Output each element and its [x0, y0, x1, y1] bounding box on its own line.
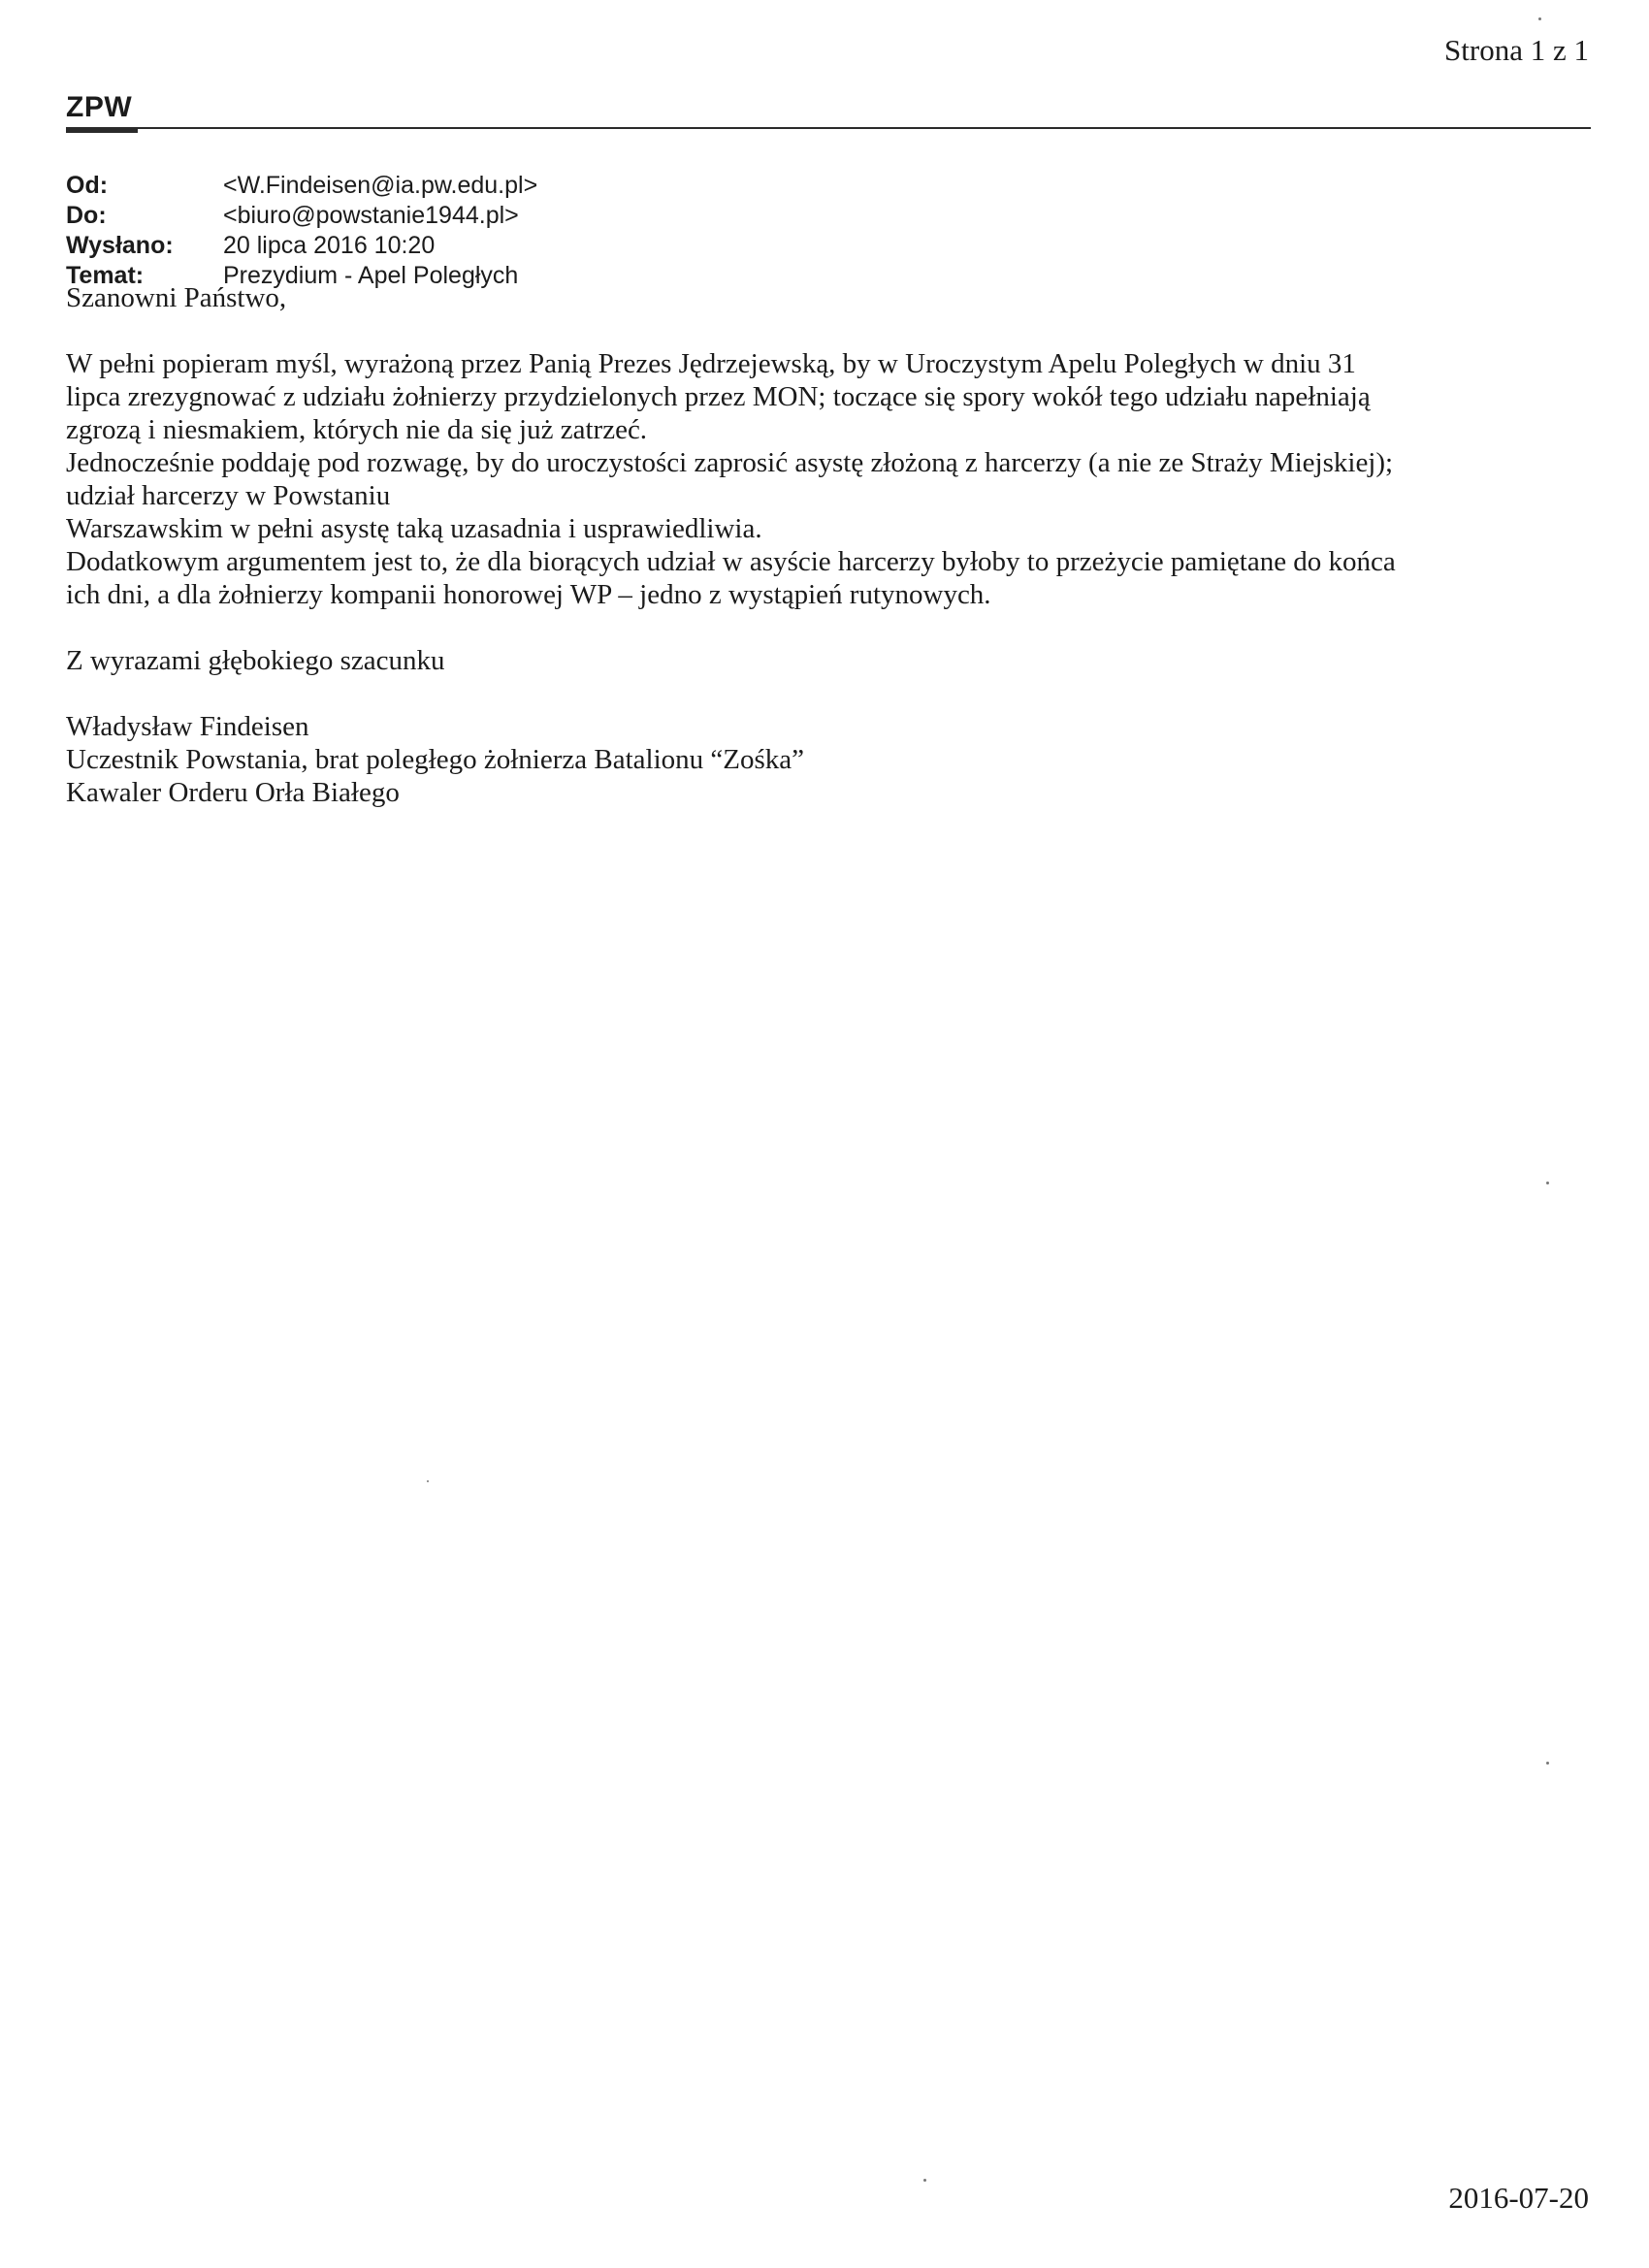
signature-title: Uczestnik Powstania, brat poległego żołnierza Batalionu “Zośka”	[66, 744, 804, 775]
paragraph-gap	[66, 677, 1599, 710]
body-line: W pełni popieram myśl, wyrażoną przez Panią Prezes Jędrzejewską, by w Uroczystym Apelu Poległych w dniu 31	[66, 348, 1356, 379]
page-number: Strona 1 z 1	[1444, 33, 1589, 67]
to-label: Do:	[66, 202, 107, 229]
letter-body	[66, 281, 1599, 809]
scan-speck	[923, 2179, 926, 2182]
closing: Z wyrazami głębokiego szacunku	[66, 645, 445, 676]
sent-label: Wysłano:	[66, 232, 174, 259]
signature-name: Władysław Findeisen	[66, 711, 309, 742]
from-value: <W.Findeisen@ia.pw.edu.pl>	[223, 172, 538, 199]
body-line: udział harcerzy w Powstaniu	[66, 480, 391, 511]
scan-speck	[427, 1480, 429, 1482]
body-line: lipca zrezygnować z udziału żołnierzy przydzielonych przez MON; toczące się spory wokół tego udziału napełniają	[66, 381, 1371, 412]
header-divider	[66, 127, 1591, 129]
to-row	[66, 201, 537, 231]
scan-speck	[1546, 1762, 1549, 1765]
body-line: Warszawskim w pełni asystę taką uzasadnia i usprawiedliwia.	[66, 513, 762, 544]
body-line: zgrozą i niesmakiem, których nie da się już zatrzeć.	[66, 414, 648, 445]
scan-speck	[1546, 1182, 1549, 1184]
email-metadata	[66, 171, 537, 291]
subject-value: Prezydium - Apel Poległych	[223, 262, 519, 289]
signature-honor: Kawaler Orderu Orła Białego	[66, 777, 400, 808]
paragraph-gap	[66, 314, 1599, 347]
subject-label: Temat:	[66, 262, 145, 289]
body-line: Jednocześnie poddaję pod rozwagę, by do uroczystości zaprosić asystę złożoną z harcerzy (a nie ze Straży Miejskiej);	[66, 447, 1394, 478]
paragraph-gap	[66, 611, 1599, 644]
footer-date: 2016-07-20	[1448, 2181, 1589, 2215]
body-line: Dodatkowym argumentem jest to, że dla biorących udział w asyście harcerzy byłoby to przeżycie pamiętane do końca	[66, 546, 1396, 577]
sent-row	[66, 231, 537, 261]
greeting: Szanowni Państwo,	[66, 282, 287, 313]
from-row	[66, 171, 537, 201]
organization-name: ZPW	[66, 91, 133, 123]
sent-value: 20 lipca 2016 10:20	[223, 232, 436, 259]
scan-speck	[1538, 17, 1541, 20]
to-value: <biuro@powstanie1944.pl>	[223, 202, 519, 229]
body-line: ich dni, a dla żołnierzy kompanii honorowej WP – jedno z wystąpień rutynowych.	[66, 579, 991, 610]
from-label: Od:	[66, 172, 109, 199]
organization-underline	[66, 127, 138, 133]
